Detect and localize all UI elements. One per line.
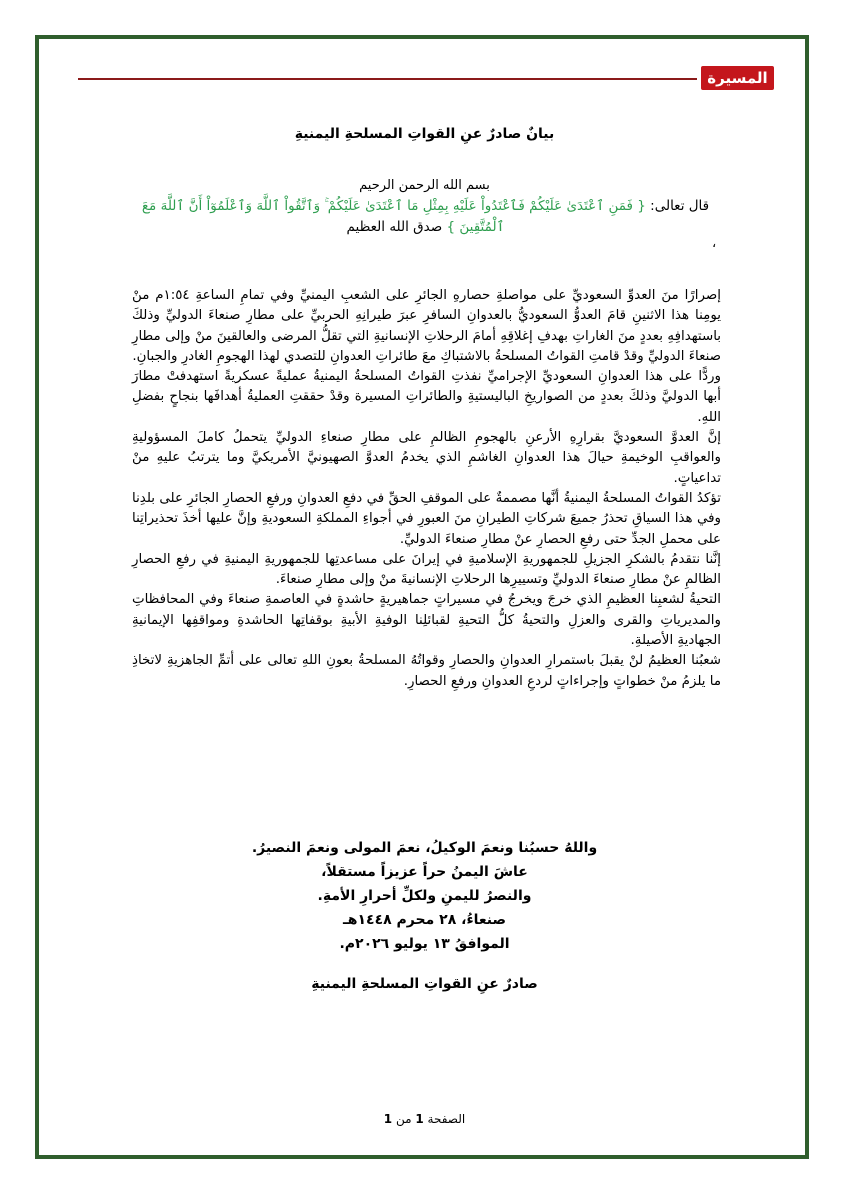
- quran-verse: [128, 196, 723, 238]
- page-total: 1: [383, 1112, 393, 1126]
- page-sep: من: [395, 1112, 412, 1126]
- paragraph: تؤكدُ القواتُ المسلحةُ اليمنيةُ أنَّها مصممةٌ على الموقفِ الحقِّ في دفعِ العدوانِ ورفعِ الحصارِ الجائرِ على بلدِنا وفي هذا السياقِ تحذرُ جميعَ شركاتِ الطيرانِ منَ العبورِ في أجواءِ المملكةِ السعوديةِ وإنَّ عليها أخذَ تحذيراتِنا على محملِ الجدِّ حتى رفعِ الحصارِ عنْ مطارِ صنعاءَ الدوليِّ.: [132, 490, 721, 547]
- page-number: [0, 1112, 849, 1126]
- page-label: الصفحة: [427, 1112, 466, 1126]
- header-rule: [78, 78, 697, 80]
- paragraph: إنَّ العدوَّ السعوديَّ بقرارِهِ الأرعنِ بالهجومِ الظالمِ على مطارِ صنعاءِ الدوليِّ يتحملُ كاملَ المسؤوليةِ والعواقبِ الوخيمةِ حيالَ هذا العدوانِ الغاشمِ الذي يخدمُ العدوَّ الصهيونيَّ الأمريكيَّ وما يترتبُ عليهِ منْ تداعياتٍ.: [132, 430, 721, 486]
- paragraph: شعبُنا العظيمُ لنْ يقبلَ باستمرارِ العدوانِ والحصارِ وقواتُهُ المسلحةُ بعونِ اللهِ تعالى على أتمِّ الجاهزيةِ لاتخاذِ ما يلزمُ منْ خطواتٍ وإجراءاتٍ لردعِ العدوانِ ورفعِ الحصارِ.: [132, 653, 721, 689]
- basmala: بسم الله الرحمن الرحيم: [359, 178, 490, 193]
- closing-line: عاشَ اليمنُ حراً عزيزاً مستقلاً،: [321, 864, 528, 880]
- stray-mark: ،: [712, 236, 717, 251]
- closing-date-gregorian: الموافقُ ١٣ يوليو ٢٠٢٦م.: [339, 936, 510, 952]
- issuer-signature: صادرٌ عنِ القواتِ المسلحةِ اليمنيةِ: [311, 976, 538, 992]
- verse-intro: قال تعالى:: [650, 198, 710, 214]
- statement-body: [132, 286, 721, 692]
- paragraph: وردًّا على هذا العدوانِ السعوديِّ الإجراميِّ نفذتِ القواتُ المسلحةُ اليمنيةُ عمليةً عسكريةً استهدفتْ مطارَ أبها الدوليَّ وذلكَ بعددٍ من الصواريخِ الباليستيةِ والطائراتِ المسيرة وقدْ حققتِ العمليةُ أهدافَها بنجاحٍ بفضلِ اللهِ.: [132, 369, 721, 425]
- closing-line: واللهُ حسبُنا ونعمَ الوكيلُ، نعمَ المولى ونعمَ النصيرُ.: [251, 840, 598, 856]
- paragraph: إصرارًا منَ العدوِّ السعوديِّ على مواصلةِ حصارهِ الجائرِ على الشعبِ اليمنيِّ وفي تمامِ الساعةِ ١:٥٤م منْ يومِنا هذا الاثنينِ قامَ العدوُّ السعوديُّ بالعدوانِ السافرِ عبرَ طيرانِهِ الحربيِّ على مطارِ صنعاءَ الدوليِّ وذلكَ باستهدافِهِ بعددٍ منَ الغاراتِ بهدفِ إغلاقِهِ أمامَ الرحلاتِ الإنسانيةِ التي تقلُّ المرضى والعالقينَ منْ وإلى مطارِ صنعاءَ الدوليِّ وقدْ قامتِ القواتُ المسلحةُ بالاشتباكِ معَ طائراتِ العدوانِ للتصدي لهذا الهجومِ الغادرِ والجبانِ.: [132, 288, 721, 364]
- closing-date-hijri: صنعاءُ، ٢٨ محرم ١٤٤٨هـ: [342, 912, 507, 928]
- verse-closing: صدق الله العظيم: [346, 219, 443, 235]
- closing-line: والنصرُ لليمنِ ولكلِّ أحرارِ الأمةِ.: [317, 888, 532, 904]
- verse-text: { فَمَنِ ٱعْتَدَىٰ عَلَيْكُمْ فَٱعْتَدُواْ عَلَيْهِ بِمِثْلِ مَا ٱعْتَدَىٰ عَلَيْكُمْ ۚ وَٱتَّقُواْ ٱللَّهَ وَٱعْلَمُوٓاْ أَنَّ ٱللَّهَ مَعَ ٱلْمُتَّقِينَ }: [141, 198, 646, 235]
- paragraph: التحيةُ لشعبِنا العظيمِ الذي خرجَ ويخرجُ في مسيراتٍ جماهيريةٍ حاشدةٍ في العاصمةِ صنعاءَ وفي المحافظاتِ والمديرياتِ والقرى والعزلِ والتحيةُ كلُّ التحيةِ لقبائلِنا الوفيةِ الأبيةِ بوقفاتِها الحاشدةِ ومواقفِها الإيمانيةِ الجهاديةِ الأصيلةِ.: [132, 592, 721, 649]
- closing-block: [0, 836, 849, 956]
- masirah-logo: المسيرة: [701, 66, 774, 90]
- statement-title: بيانٌ صادرٌ عنِ القواتِ المسلحةِ اليمنيةِ: [294, 126, 555, 142]
- paragraph: إنَّنا نتقدمُ بالشكرِ الجزيلِ للجمهوريةِ الإسلاميةِ في إيرانَ على مساعدتِها للجمهوريةِ اليمنيةِ في رفعِ الحصارِ الظالمِ عنْ مطارِ صنعاءَ الدوليِّ وتسييرِها الرحلاتِ الإنسانيةَ منْ وإلى مطارِ صنعاءَ.: [132, 551, 721, 588]
- page-current: 1: [415, 1112, 424, 1126]
